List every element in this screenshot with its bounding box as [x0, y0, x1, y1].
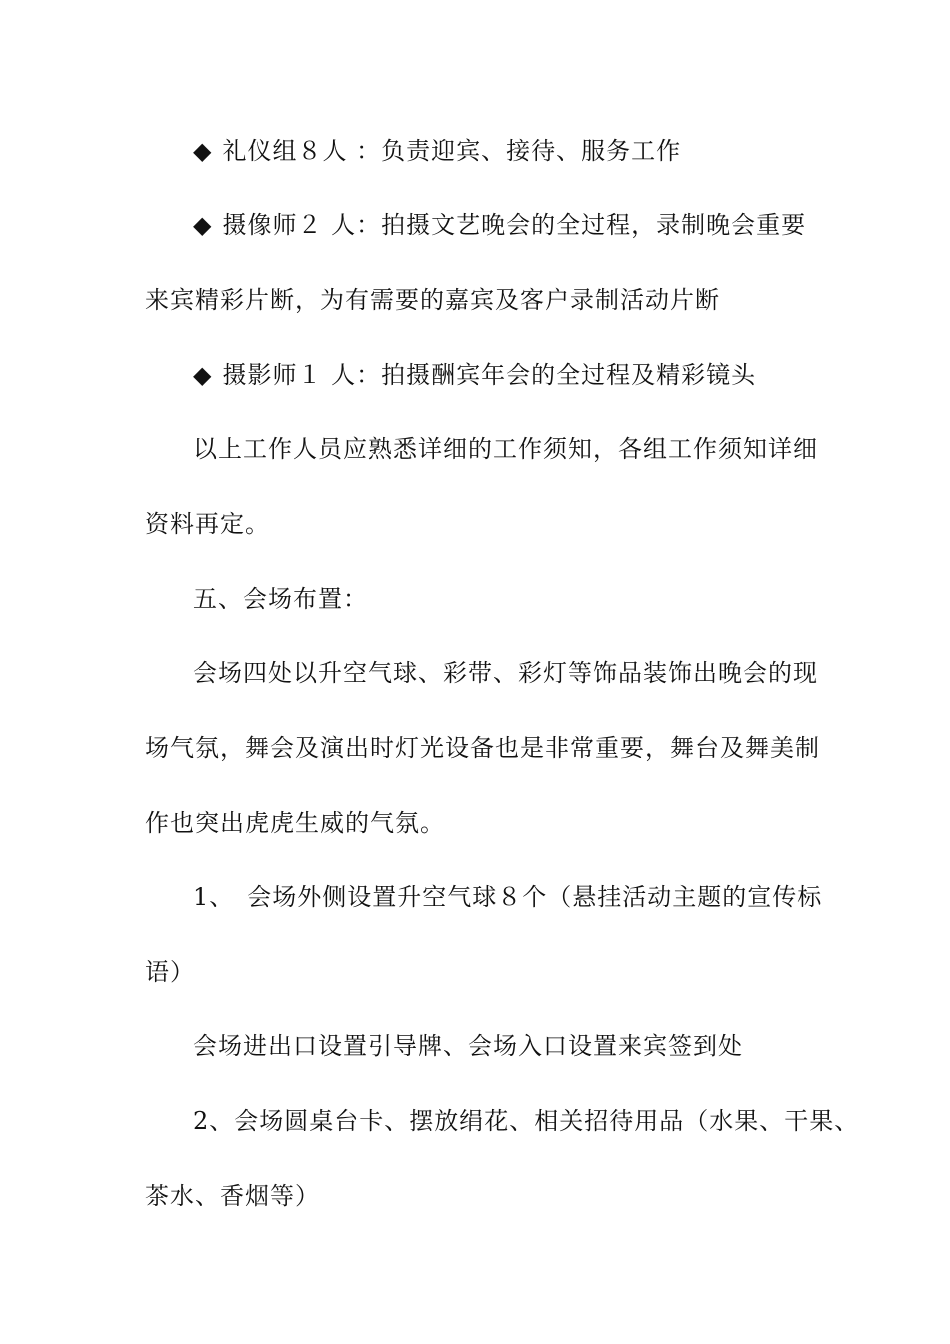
paragraph-line: 场气氛，舞会及演出时灯光设备也是非常重要，舞台及舞美制: [145, 734, 820, 762]
line-text: 摄像师２ 人：拍摄文艺晚会的全过程，录制晚会重要: [222, 211, 807, 239]
paragraph-line: 作也突出虎虎生威的气氛。: [145, 809, 445, 837]
list-item-1: 1、 会场外侧设置升空气球８个（悬挂活动主题的宣传标: [193, 883, 823, 911]
paragraph-line: 会场进出口设置引导牌、会场入口设置来宾签到处: [193, 1032, 743, 1060]
paragraph-line: 资料再定。: [145, 510, 270, 538]
diamond-bullet-icon: ◆: [193, 137, 213, 165]
diamond-bullet-icon: ◆: [193, 211, 213, 239]
paragraph-line: 来宾精彩片断，为有需要的嘉宾及客户录制活动片断: [145, 286, 720, 314]
bullet-line-etiquette-team: [193, 136, 681, 166]
section-heading: 五、会场布置：: [193, 585, 368, 613]
line-text: 摄影师１ 人：拍摄酬宾年会的全过程及精彩镜头: [222, 361, 757, 389]
paragraph-line: 茶水、香烟等）: [145, 1182, 320, 1210]
paragraph-line: 会场四处以升空气球、彩带、彩灯等饰品装饰出晚会的现: [193, 659, 818, 687]
paragraph-line: 语）: [145, 958, 195, 986]
bullet-line-videographer: [193, 210, 806, 240]
line-text: 礼仪组８人 ：负责迎宾、接待、服务工作: [222, 137, 682, 165]
diamond-bullet-icon: ◆: [193, 361, 213, 389]
list-item-2: 2、会场圆桌台卡、摆放绢花、相关招待用品（水果、干果、: [193, 1107, 860, 1135]
paragraph-line: 以上工作人员应熟悉详细的工作须知，各组工作须知详细: [193, 435, 818, 463]
bullet-line-photographer: [193, 360, 756, 390]
